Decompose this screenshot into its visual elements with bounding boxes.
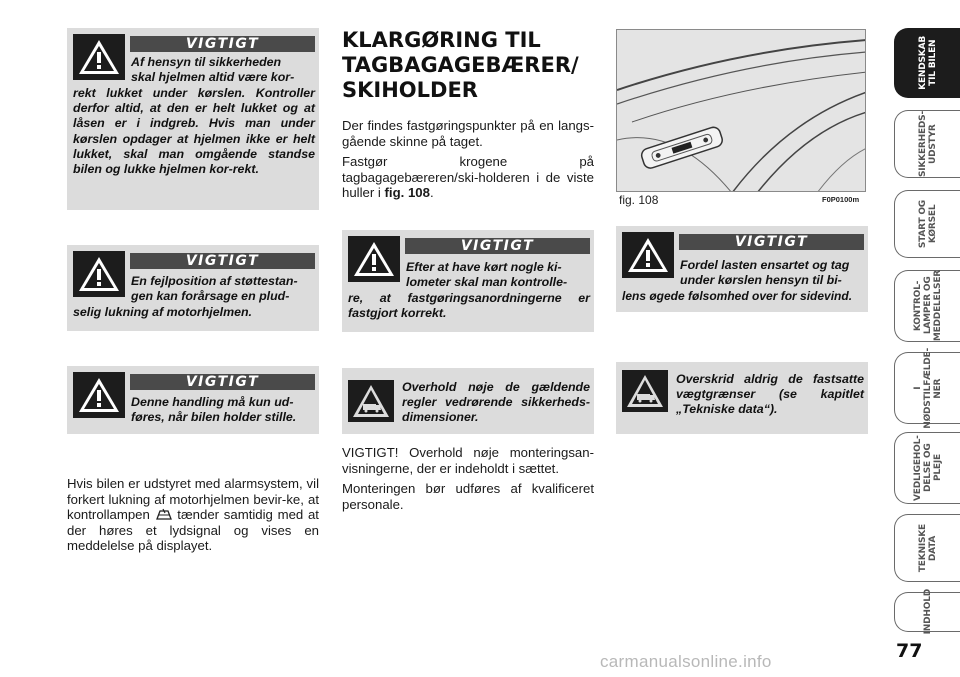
warning-text-continued: rekt lukket under kørslen. Kontroller derfor altid, at den er helt lukket og at låsen er i indgreb. Hvis man under kørslen opdager at hjelmen ikke er helt lukket, skal man omgående standse bilen og lukke hjelmen kor-rekt.: [73, 86, 315, 177]
hood-warning-lamp-icon: [155, 508, 173, 521]
paragraph-qualified-staff: Monteringen bør udføres af kvalificeret personale.: [342, 481, 594, 512]
tab-vedligeholdelse[interactable]: VEDLIGEHOL- DELSE OG PLEJE: [894, 432, 960, 504]
tab-sikkerhedsudstyr[interactable]: SIKKERHEDS- UDSTYR: [894, 110, 960, 178]
warning-header: VIGTIGT: [405, 238, 590, 254]
warning-triangle-icon: [73, 372, 125, 418]
warning-box-check-fastening: [342, 230, 594, 332]
warning-triangle-icon: [73, 34, 125, 80]
warning-text: Efter at have kørt nogle ki- lometer skal man kontrolle-: [406, 260, 568, 290]
van-warning-icon: [348, 380, 394, 422]
warning-box-stationary: [67, 366, 319, 434]
warning-header: VIGTIGT: [679, 234, 864, 250]
warning-box-support-rod: [67, 245, 319, 331]
tab-tekniske-data[interactable]: TEKNISKE DATA: [894, 514, 960, 582]
warning-text: Fordel lasten ensartet og tag under kørslen hensyn til bi-: [680, 258, 850, 288]
tab-kontrollamper[interactable]: KONTROL- LAMPER OG MEDDELELSER: [894, 270, 960, 342]
tab-indhold[interactable]: INDHOLD: [894, 592, 960, 632]
note-text: Overskrid aldrig de fastsatte vægtgrænser (se kapitlet „Tekniske data“).: [676, 372, 864, 417]
figure-code: F0P0100m: [822, 195, 860, 204]
warning-triangle-icon: [622, 232, 674, 278]
note-box-weight-limits: [616, 362, 868, 434]
warning-text-continued: selig lukning af motorhjelmen.: [73, 305, 252, 319]
warning-text: En fejlposition af støttestan- gen kan forårsage en plud-: [131, 274, 298, 304]
paragraph-mounting-points: Der findes fastgøringspunkter på en langs-gående skinne på taget.: [342, 118, 594, 149]
tab-noedstilfaelde[interactable]: I NØDSTILFÆLDE- NER: [894, 352, 960, 424]
warning-header: VIGTIGT: [130, 374, 315, 390]
watermark: carmanualsonline.info: [600, 652, 772, 671]
alarm-paragraph: Hvis bilen er udstyret med alarmsystem, vil forkert lukning af motorhjelmen bevir-ke, at kontrollampen tænder samtidig med at der høres et lydsignal og vises en meddelelse på displayet.: [67, 476, 319, 554]
van-warning-icon: [622, 370, 668, 412]
page-number: 77: [896, 640, 923, 662]
tab-kendskab[interactable]: KENDSKAB TIL BILEN: [894, 28, 960, 98]
warning-text-continued: lens øgede følsomhed over for sidevind.: [622, 289, 853, 303]
tab-start-og-koersel[interactable]: START OG KØRSEL: [894, 190, 960, 258]
figure-reference: fig. 108: [384, 185, 430, 201]
warning-box-hood-safety: [67, 28, 319, 210]
paragraph-instructions: VIGTIGT! Overhold nøje monteringsan-visningerne, der er indeholdt i sættet.: [342, 445, 594, 476]
warning-triangle-icon: [348, 236, 400, 282]
roof-rail-figure: [616, 29, 866, 192]
chapter-tabs: [894, 0, 960, 677]
warning-header: VIGTIGT: [130, 253, 315, 269]
note-text: Overhold nøje de gældende regler vedrørende sikkerheds-dimensioner.: [402, 380, 590, 425]
warning-box-load-distribution: [616, 226, 868, 312]
middle-closing: [342, 445, 594, 517]
warning-text: Af hensyn til sikkerheden skal hjelmen altid være kor-: [131, 55, 295, 85]
warning-text: Denne handling må kun ud- føres, når bilen holder stille.: [131, 395, 297, 425]
note-box-safety-dimensions: [342, 368, 594, 434]
section-title: KLARGØRING TIL TAGBAGAGEBÆRER/ SKIHOLDER: [342, 28, 579, 102]
paragraph-fasten-hooks: Fastgør krogene på tagbagagebæreren/ski-holderen i de viste huller i fig. 108.: [342, 154, 594, 201]
warning-header: VIGTIGT: [130, 36, 315, 52]
figure-caption: fig. 108: [619, 193, 659, 207]
middle-intro: [342, 118, 594, 206]
warning-triangle-icon: [73, 251, 125, 297]
warning-text-continued: re, at fastgøringsanordningerne er fastgjort korrekt.: [348, 291, 590, 321]
